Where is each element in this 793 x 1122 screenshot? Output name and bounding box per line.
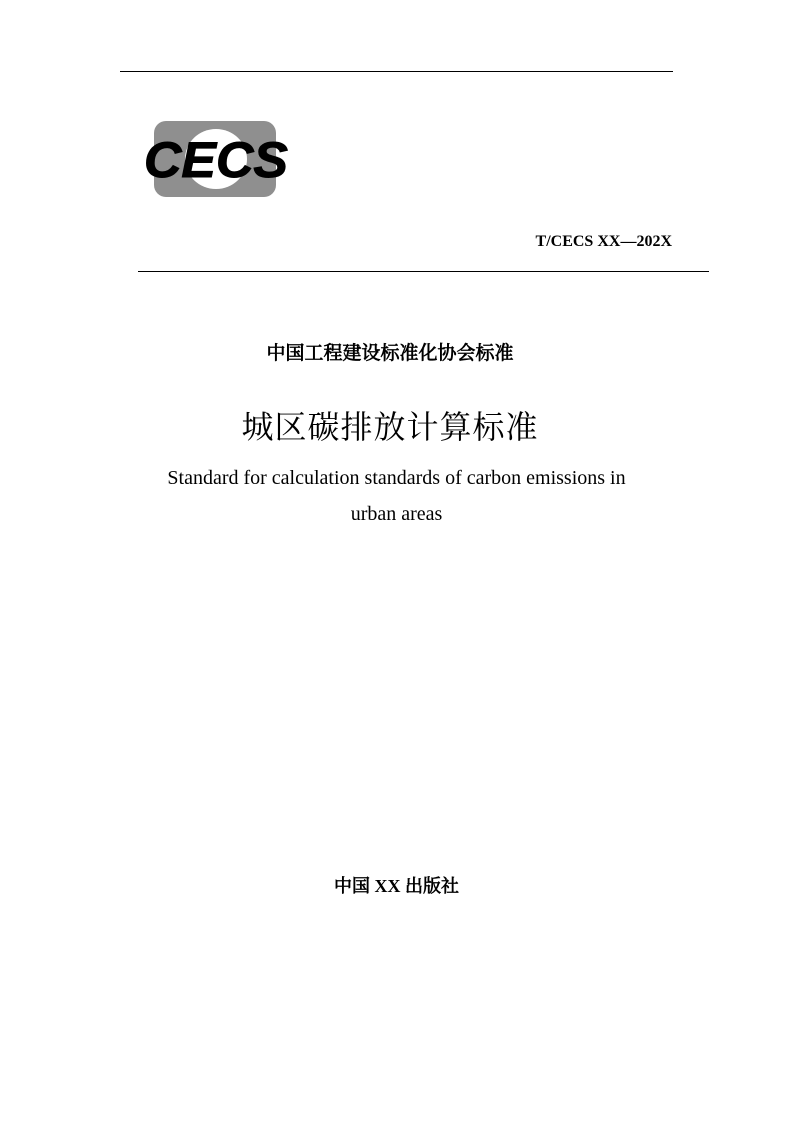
cecs-logo — [140, 118, 292, 200]
chinese-title: 城区碳排放计算标准 — [241, 408, 539, 446]
standard-code: T/CECS XX—202X — [535, 233, 672, 250]
english-title — [0, 460, 793, 532]
top-rule — [120, 71, 673, 72]
organization-title: 中国工程建设标准化协会标准 — [266, 342, 514, 364]
logo-text: CECS — [144, 132, 288, 188]
header-rule — [138, 271, 709, 272]
english-title-line-1: Standard for calculation standards of carbon emissions in — [167, 467, 626, 489]
publisher: 中国 XX 出版社 — [334, 876, 459, 896]
english-title-line-2: urban areas — [350, 503, 443, 525]
